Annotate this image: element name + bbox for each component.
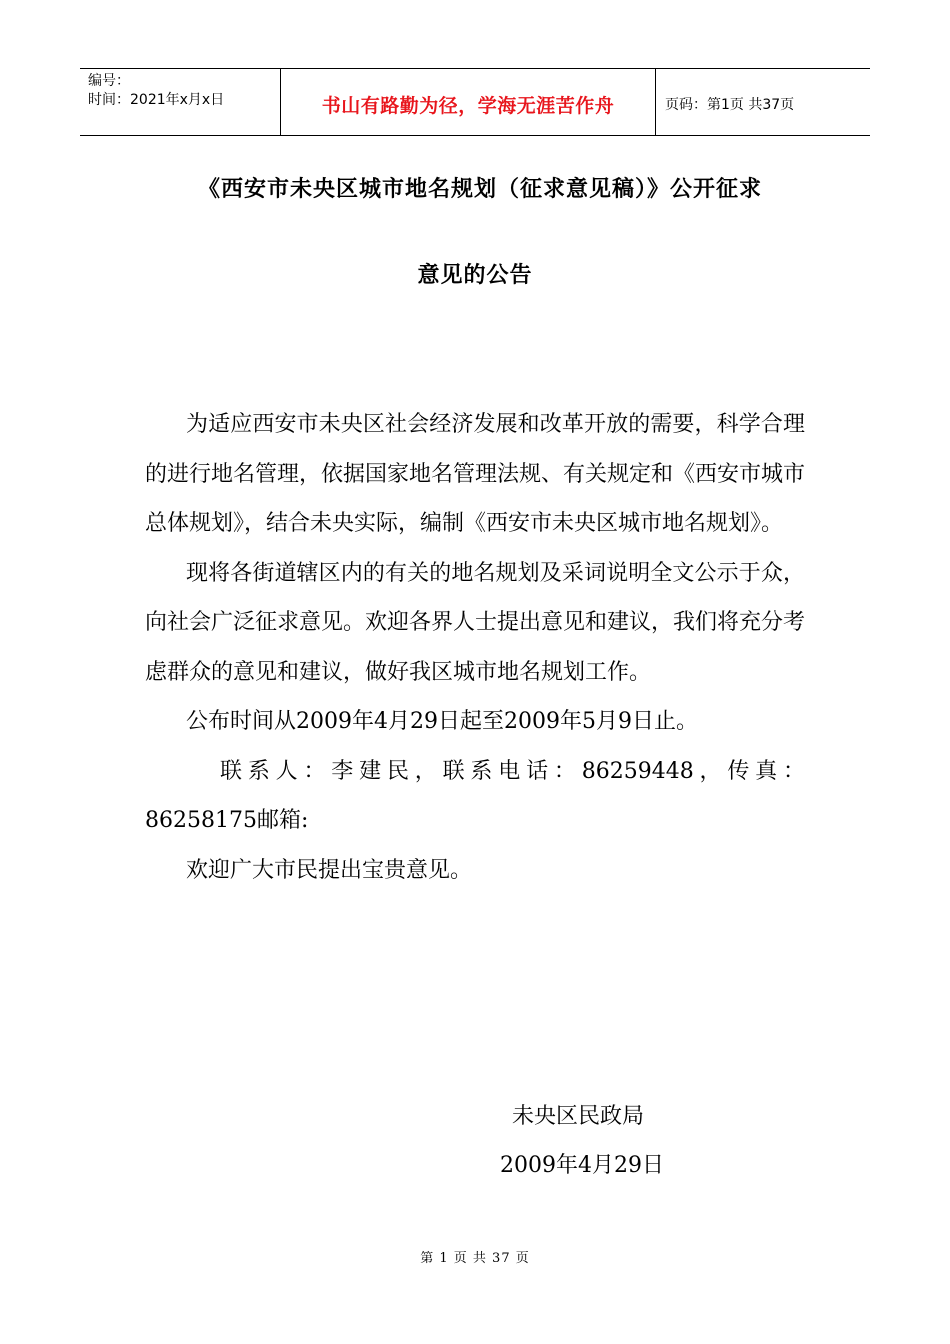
signature-org: 未央区民政局 [512, 1104, 645, 1129]
time-label: 时间：2021年x月x日 [88, 92, 225, 108]
signature-date: 2009年4月29日 [500, 1153, 664, 1178]
header-table [80, 68, 870, 136]
paragraph-period: 公布时间从2009年4月29日起至2009年5月9日止。 [186, 709, 698, 734]
motto-text: 书山有路勤为径，学海无涯苦作舟 [321, 94, 615, 117]
document-body [145, 400, 805, 895]
header-meta-cell [80, 69, 281, 135]
paragraph-welcome: 欢迎广大市民提出宝贵意见。 [186, 857, 473, 883]
number-label: 编号： [88, 73, 130, 89]
paragraph-notice: 现将各街道辖区内的有关的地名规划及采词说明全文公示于众，向社会广泛征求意见。欢迎各界人士提出意见和建议，我们将充分考虑群众的意见和建议，做好我区城市地名规划工作。 [145, 560, 806, 685]
document-title-line1: 《西安市未央区城市地名规划（征求意见稿）》公开征求 [197, 177, 762, 202]
page-footer: 第 1 页 共 37 页 [420, 1251, 530, 1266]
paragraph-contact: 联系人：李建民，联系电话：86259448，传真：86258175邮箱: [145, 758, 805, 833]
page-info: 页码：第1页 共37页 [665, 97, 795, 113]
paragraph-purpose: 为适应西安市未央区社会经济发展和改革开放的需要，科学合理的进行地名管理，依据国家地名管理法规、有关规定和《西安市城市总体规划》，结合未央实际，编制《西安市未央区城市地名规划》。 [145, 412, 806, 536]
header-page-cell [656, 69, 870, 135]
header-motto-cell [281, 69, 656, 135]
document-title-line2: 意见的公告 [417, 263, 533, 288]
